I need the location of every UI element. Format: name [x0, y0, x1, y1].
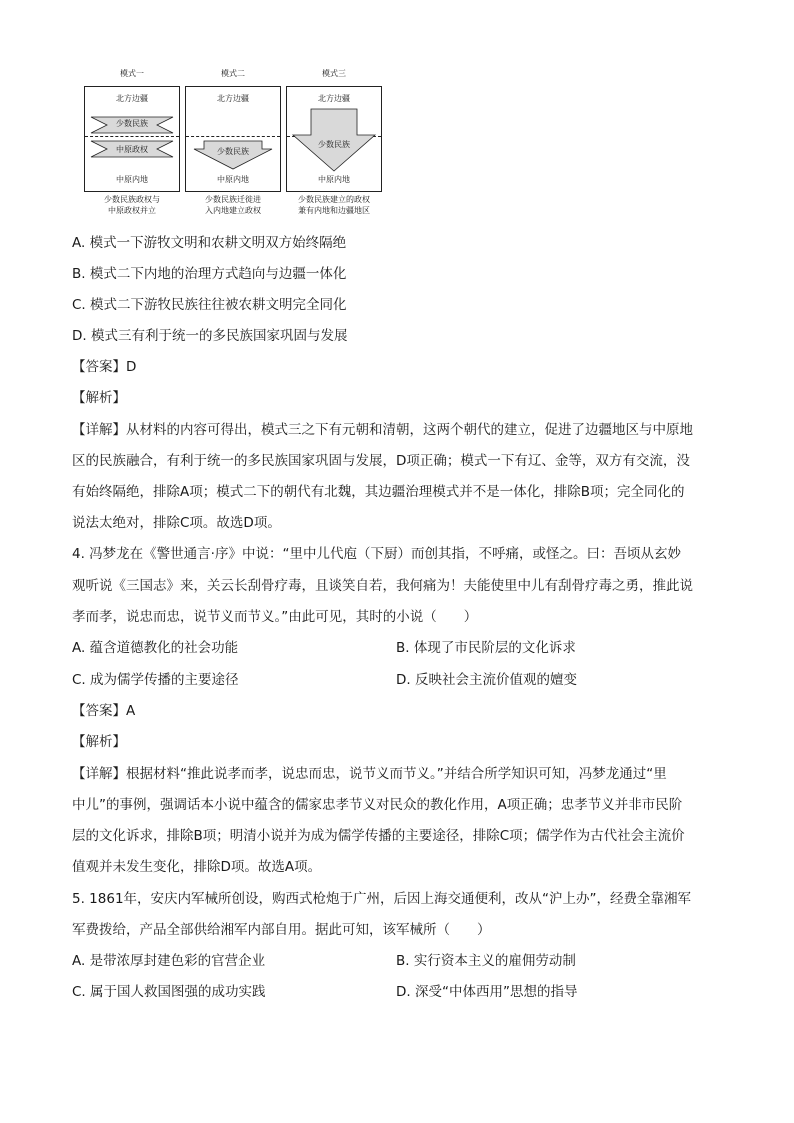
- q4-option-a: A. 蕴含道德教化的社会功能: [72, 640, 239, 656]
- modes-diagram: [84, 64, 384, 224]
- box-bottom-label: 中原内地: [116, 175, 148, 184]
- mode-caption: [185, 194, 281, 216]
- caption-line: 少数民族建立的政权: [298, 195, 370, 204]
- caption-line: 少数民族政权与: [104, 195, 160, 204]
- q3-option-c: C. 模式二下游牧民族往往被农耕文明完全同化: [72, 297, 347, 313]
- caption-line: 兼有内地和边疆地区: [298, 206, 370, 215]
- box-top-label: 北方边疆: [217, 94, 249, 103]
- q4-option-d: D. 反映社会主流价值观的嬗变: [396, 672, 577, 688]
- box-bottom-label: 中原内地: [318, 175, 350, 184]
- q3-answer: 【答案】D: [72, 359, 137, 375]
- box-top-label: 北方边疆: [318, 94, 350, 103]
- q4-analysis-heading: 【解析】: [72, 734, 126, 750]
- q3-option-a: A. 模式一下游牧文明和农耕文明双方始终隔绝: [72, 235, 347, 251]
- mode-caption: [84, 194, 180, 216]
- caption-line: 中原政权并立: [108, 206, 156, 215]
- arrow-label-central: 中原政权: [116, 145, 148, 154]
- q4-option-c: C. 成为儒学传播的主要途径: [72, 672, 239, 688]
- mode-box: [84, 86, 180, 192]
- q4-stem-line: 4. 冯梦龙在《警世通言·序》中说：“里中儿代庖（下厨）而创其指，不呼痛，或怪之。曰：吾顷从玄妙: [72, 546, 681, 562]
- arrow-label-minority: 少数民族: [217, 147, 249, 156]
- box-top-label: 北方边疆: [116, 94, 148, 103]
- q3-detail-line: 【详解】从材料的内容可得出，模式三之下有元朝和清朝，这两个朝代的建立，促进了边疆地区与中原地: [72, 422, 693, 438]
- q5-option-b: B. 实行资本主义的雇佣劳动制: [396, 953, 576, 969]
- q4-detail-line: 值观并未发生变化，排除D项。故选A项。: [72, 859, 322, 875]
- mode-box: [286, 86, 382, 192]
- q5-option-a: A. 是带浓厚封建色彩的官营企业: [72, 953, 266, 969]
- q4-detail-line: 【详解】根据材料“推此说孝而孝，说忠而忠，说节义而节义。”并结合所学知识可知，冯梦龙通过“里: [72, 766, 667, 782]
- q3-analysis-heading: 【解析】: [72, 390, 126, 406]
- q3-detail-line: 说法太绝对，排除C项。故选D项。: [72, 515, 281, 531]
- q3-option-d: D. 模式三有利于统一的多民族国家巩固与发展: [72, 328, 348, 344]
- q3-detail-line: 区的民族融合，有利于统一的多民族国家巩固与发展，D项正确；模式一下有辽、金等，双方有交流，没: [72, 453, 690, 469]
- q3-detail-line: 有始终隔绝，排除A项；模式二下的朝代有北魏，其边疆治理模式并不是一体化，排除B项；完全同化的: [72, 484, 685, 500]
- mode-box: [185, 86, 281, 192]
- q5-stem-line: 军费拨给，产品全部供给湘军内部自用。据此可知，该军械所（ ）: [72, 922, 491, 938]
- mode-title: 模式三: [322, 69, 346, 78]
- q5-option-d: D. 深受“中体西用”思想的指导: [396, 984, 578, 1000]
- caption-line: 入内地建立政权: [205, 206, 261, 215]
- arrow-label-minority: 少数民族: [116, 119, 148, 128]
- mode-title: 模式二: [221, 69, 245, 78]
- mode-caption: [286, 194, 382, 216]
- q4-option-b: B. 体现了市民阶层的文化诉求: [396, 640, 576, 656]
- q5-stem-line: 5. 1861年，安庆内军械所创设，购西式枪炮于广州，后因上海交通便利，改从“沪上办”，经费全靠湘军: [72, 891, 692, 907]
- box-bottom-label: 中原内地: [217, 175, 249, 184]
- q3-option-b: B. 模式二下内地的治理方式趋向与边疆一体化: [72, 266, 347, 282]
- q4-detail-line: 层的文化诉求，排除B项；明清小说并为成为儒学传播的主要途径，排除C项；儒学作为古代社会主流价: [72, 828, 685, 844]
- q4-answer: 【答案】A: [72, 703, 136, 719]
- q4-detail-line: 中儿”的事例，强调话本小说中蕴含的儒家忠孝节义对民众的教化作用，A项正确；忠孝节义并非市民阶: [72, 797, 683, 813]
- arrow-label-minority: 少数民族: [318, 140, 350, 149]
- q4-stem-line: 观听说《三国志》来，关云长刮骨疗毒，且谈笑自若，我何痛为！夫能使里中儿有刮骨疗毒之勇，推此说: [72, 578, 693, 594]
- q4-stem-line: 孝而孝，说忠而忠，说节义而节义。”由此可见，其时的小说（ ）: [72, 609, 478, 625]
- caption-line: 少数民族迁徙进: [205, 195, 261, 204]
- q5-option-c: C. 属于国人救国图强的成功实践: [72, 984, 266, 1000]
- mode-title: 模式一: [120, 69, 144, 78]
